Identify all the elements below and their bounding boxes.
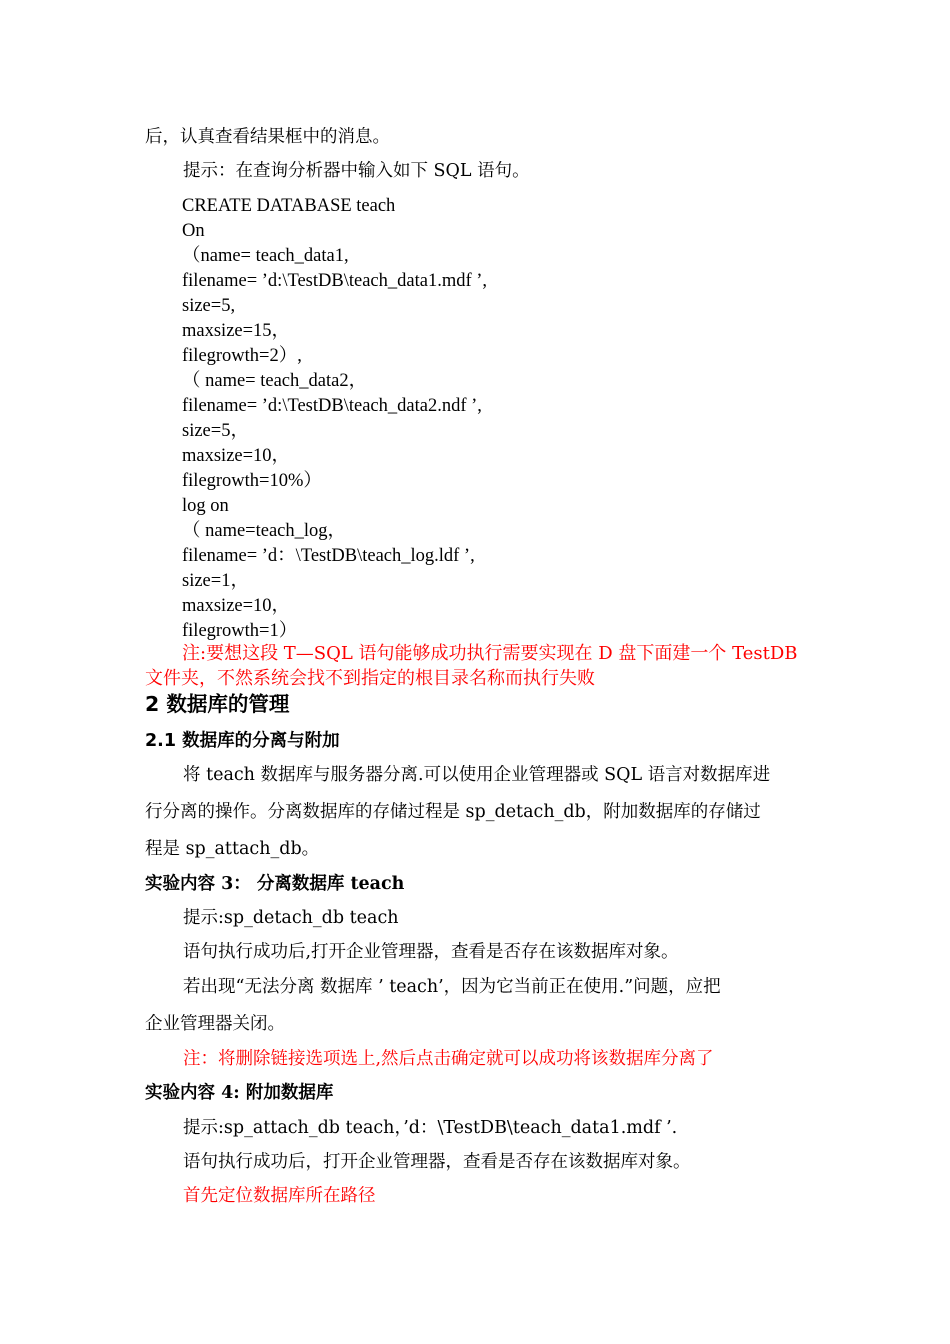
code-line: （ name= teach_data2， xyxy=(182,371,368,391)
code-line: size=5， xyxy=(182,421,249,441)
code-line: filegrowth=2）, xyxy=(182,346,302,366)
experiment-3-line: 语句执行成功后,打开企业管理器，查看是否存在该数据库对象。 xyxy=(183,942,679,962)
code-line: filename= ’d:\TestDB\teach_data1.mdf ’, xyxy=(182,271,488,291)
note-tsql-line2: 文件夹，不然系统会找不到指定的根目录名称而执行失败 xyxy=(145,668,595,689)
experiment-4-note: 首先定位数据库所在路径 xyxy=(183,1186,376,1206)
code-line: filename= ’d：\TestDB\teach_log.ldf ’, xyxy=(182,546,475,566)
experiment-3-hint: 提示:sp_detach_db teach xyxy=(183,908,399,928)
note-tsql-line1: 注:要想这段 T—SQL 语句能够成功执行需要实现在 D 盘下面建一个 TestDB xyxy=(182,643,798,664)
intro-hint: 提示：在查询分析器中输入如下 SQL 语句。 xyxy=(183,161,530,181)
experiment-4-title: 实验内容 4: 附加数据库 xyxy=(145,1083,334,1103)
code-line: maxsize=10， xyxy=(182,446,291,466)
code-line: maxsize=15， xyxy=(182,321,291,341)
code-line: （ name=teach_log， xyxy=(182,521,347,541)
code-line: filegrowth=10%） xyxy=(182,471,322,491)
paragraph-line: 程是 sp_attach_db。 xyxy=(145,839,320,859)
experiment-4-hint: 提示:sp_attach_db teach，’d：\TestDB\teach_data1.mdf ’. xyxy=(183,1118,678,1138)
experiment-3-title: 实验内容 3： 分离数据库 teach xyxy=(145,874,405,894)
subsection-heading: 2.1 数据库的分离与附加 xyxy=(145,731,340,751)
code-line: maxsize=10， xyxy=(182,596,291,616)
code-line: filegrowth=1） xyxy=(182,621,298,641)
code-line: size=5, xyxy=(182,296,236,316)
section-heading: 2 数据库的管理 xyxy=(145,692,290,716)
experiment-3-line: 若出现“无法分离 数据库 ’ teach’，因为它当前正在使用.”问题，应把 xyxy=(183,977,721,997)
code-line: filename= ’d:\TestDB\teach_data2.ndf ’, xyxy=(182,396,482,416)
code-line: CREATE DATABASE teach xyxy=(182,196,396,216)
experiment-3-line: 企业管理器关闭。 xyxy=(145,1014,285,1034)
intro-line: 后，认真查看结果框中的消息。 xyxy=(145,127,390,147)
paragraph-line: 行分离的操作。分离数据库的存储过程是 sp_detach_db，附加数据库的存储过 xyxy=(145,802,761,822)
experiment-4-line: 语句执行成功后，打开企业管理器，查看是否存在该数据库对象。 xyxy=(183,1152,691,1172)
code-line: size=1， xyxy=(182,571,249,591)
code-line: On xyxy=(182,221,205,241)
code-line: （name= teach_data1, xyxy=(182,246,349,266)
paragraph-line: 将 teach 数据库与服务器分离.可以使用企业管理器或 SQL 语言对数据库进 xyxy=(183,765,771,785)
experiment-3-note: 注：将删除链接选项选上,然后点击确定就可以成功将该数据库分离了 xyxy=(183,1049,714,1069)
code-line: log on xyxy=(182,496,229,516)
